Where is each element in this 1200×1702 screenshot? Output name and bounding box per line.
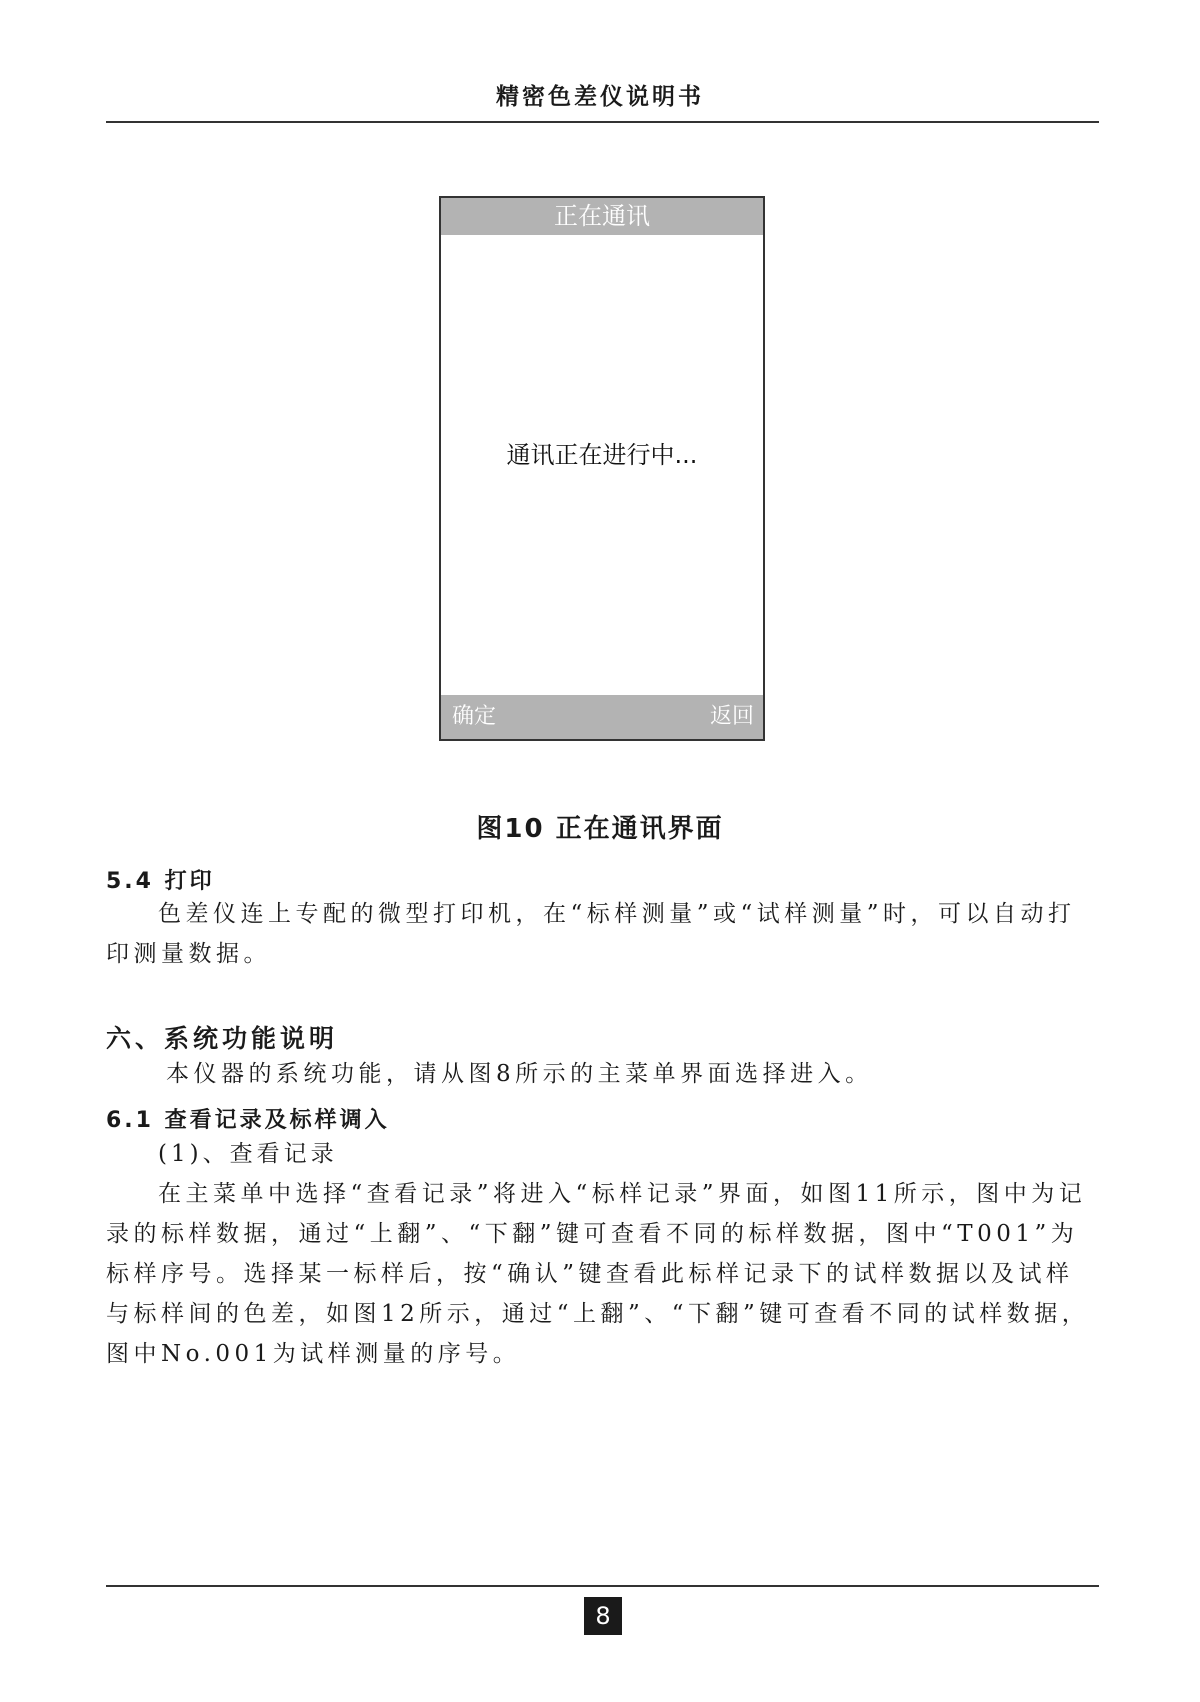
- device-softkey-bar: [441, 695, 763, 739]
- chapter-6-heading: 六、系统功能说明: [106, 1024, 339, 1053]
- page-number-badge: 8: [584, 1597, 622, 1635]
- document-title: 精密色差仪说明书: [496, 84, 704, 110]
- back-softkey[interactable]: 返回: [709, 704, 754, 729]
- device-status-message: 通讯正在进行中...: [506, 441, 698, 469]
- device-screen-illustration: [439, 196, 765, 741]
- section-6-1-paragraph: 在主菜单中选择“查看记录”将进入“标样记录”界面，如图11所示，图中为记录的标样数据，通过“上翻”、“下翻”键可查看不同的标样数据，图中“T001”为标样序号。选择某一标样后，按“确认”键查看此标样记录下的试样数据以及试样与标样间的色差，如图12所示，通过“上翻”、“下翻”键可查看不同的试样数据，图中No.001为试样测量的序号。: [106, 1181, 1090, 1367]
- footer-divider: [106, 1585, 1099, 1587]
- header-divider: [106, 121, 1099, 123]
- section-6-1-subheading: (1)、查看记录: [158, 1141, 338, 1167]
- confirm-softkey[interactable]: 确定: [452, 704, 497, 729]
- section-6-1-heading: 6.1 查看记录及标样调入: [106, 1108, 390, 1133]
- section-5-4-paragraph: 色差仪连上专配的微型打印机，在“标样测量”或“试样测量”时，可以自动打印测量数据。: [106, 901, 1076, 967]
- chapter-6-intro: 本仪器的系统功能，请从图8所示的主菜单界面选择进入。: [166, 1061, 873, 1087]
- figure-caption: 图10 正在通讯界面: [476, 814, 724, 844]
- device-title-bar: 正在通讯: [441, 198, 763, 235]
- section-5-4-heading: 5.4 打印: [106, 869, 215, 894]
